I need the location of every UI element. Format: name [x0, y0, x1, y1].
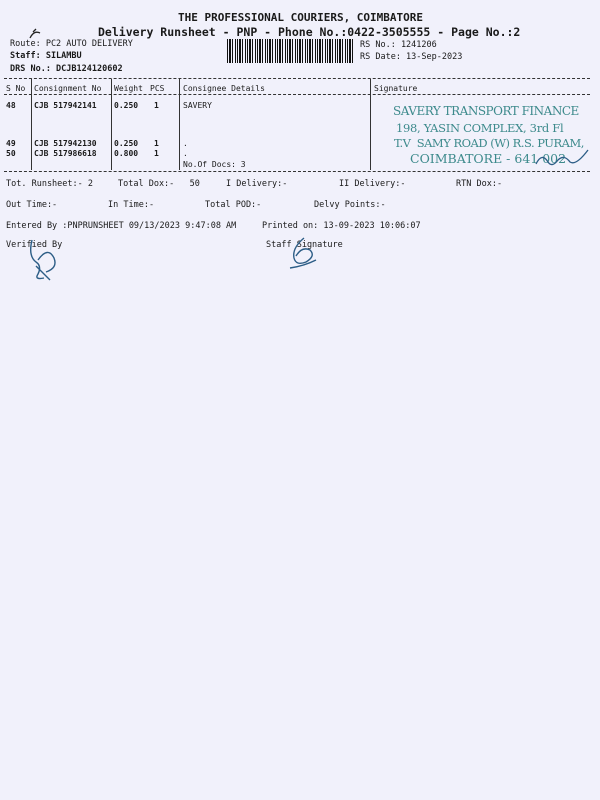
table-row-consignment: CJB 517986618 [34, 149, 97, 158]
no-of-docs: No.Of Docs: 3 [183, 160, 246, 169]
ii-delivery: II Delivery:- [339, 179, 406, 189]
table-row-sno: 48 [6, 101, 16, 110]
total-runsheet: Tot. Runsheet:- 2 [6, 179, 93, 189]
table-bottom-rule [4, 171, 590, 172]
table-row-consignment: CJB 517942130 [34, 139, 97, 148]
barcode [227, 39, 353, 63]
col-divider [370, 79, 371, 170]
staff-label: Staff: SILAMBU [10, 51, 82, 61]
rs-number: RS No.: 1241206 [360, 40, 437, 50]
col-divider [31, 79, 32, 170]
total-pod: Total POD:- [205, 200, 262, 210]
i-delivery: I Delivery:- [226, 179, 288, 189]
column-header-signature: Signature [374, 84, 418, 93]
column-header-consignee: Consignee Details [183, 84, 265, 93]
consignee-stamp-line3: T.V SAMY ROAD (W) R.S. PURAM, [394, 136, 584, 150]
table-row-consignee: . [183, 139, 188, 148]
consignee-stamp-line2: 198, YASIN COMPLEX, 3rd Fl [396, 121, 564, 135]
column-header-pcs: PCS [150, 84, 165, 93]
table-row-weight: 0.800 [114, 149, 139, 158]
delvy-points: Delvy Points:- [314, 200, 386, 210]
drs-number: DRS No.: DCJB124120602 [10, 64, 123, 74]
table-row-weight: 0.250 [114, 139, 139, 148]
verified-by-label: Verified By [6, 240, 63, 250]
verifier-signature-scribble [24, 236, 64, 286]
staff-signature-scribble [286, 236, 322, 276]
column-header-weight: Weight [114, 84, 143, 93]
rtn-dox: RTN Dox:- [456, 179, 503, 189]
column-header-sno: S No [6, 84, 26, 93]
staff-signature-label: Staff Signature [266, 240, 343, 250]
consignee-signature-scribble [532, 146, 590, 176]
out-time: Out Time:- [6, 200, 58, 210]
printed-on: Printed on: 13-09-2023 10:06:07 [262, 221, 421, 231]
table-row-sno: 50 [6, 149, 16, 158]
table-row-pcs: 1 [154, 149, 159, 158]
in-time: In Time:- [108, 200, 155, 210]
col-divider [111, 79, 112, 170]
table-row-weight: 0.250 [114, 101, 139, 110]
consignee-stamp-line1: SAVERY TRANSPORT FINANCE [393, 104, 579, 118]
table-row-consignment: CJB 517942141 [34, 101, 97, 110]
consignee-stamp-line4: COIMBATORE - 641 002 [410, 151, 567, 166]
table-row-sno: 49 [6, 139, 16, 148]
column-header-consignment: Consignment No [34, 84, 102, 93]
table-row-pcs: 1 [154, 101, 159, 110]
document-title: Delivery Runsheet - PNP - Phone No.:0422-3505555 - Page No.:2 [98, 25, 521, 39]
table-top-rule [4, 78, 590, 79]
rs-date: RS Date: 13-Sep-2023 [360, 52, 463, 62]
table-row-consignee: . [183, 149, 188, 158]
header-bottom-rule [4, 94, 590, 95]
col-divider [179, 79, 180, 170]
table-row-pcs: 1 [154, 139, 159, 148]
table-row-consignee: SAVERY [183, 101, 212, 110]
company-name: THE PROFESSIONAL COURIERS, COIMBATORE [178, 11, 424, 24]
total-dox: Total Dox:- 50 [118, 179, 200, 189]
route-label: Route: PC2 AUTO DELIVERY [10, 39, 133, 49]
entered-by: Entered By :PNPRUNSHEET 09/13/2023 9:47:08 AM [6, 221, 237, 231]
